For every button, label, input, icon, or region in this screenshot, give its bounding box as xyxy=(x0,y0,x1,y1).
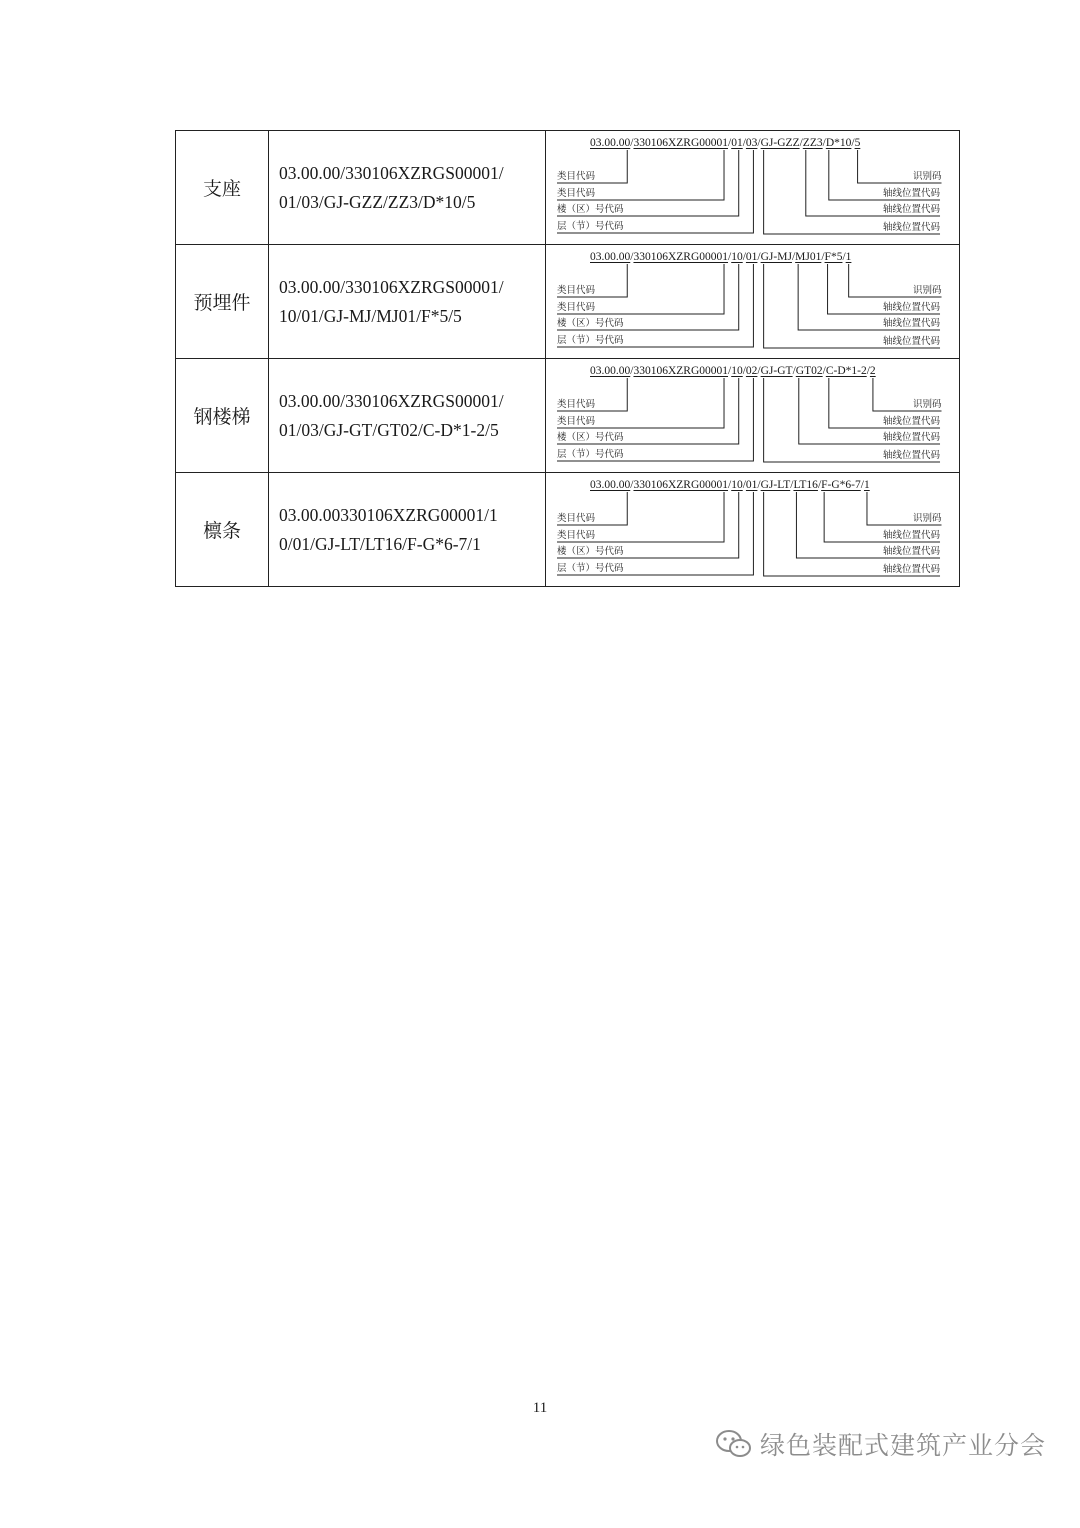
wechat-icon xyxy=(714,1427,754,1461)
leader-line xyxy=(557,264,724,314)
leader-lines xyxy=(546,131,959,245)
code-separator: / xyxy=(728,365,732,377)
code-separator: / xyxy=(792,365,796,377)
code-line: 01/03/GJ-GT/GT02/C-D*1-2/5 xyxy=(279,419,499,440)
component-code xyxy=(269,131,546,245)
leader-line xyxy=(828,264,940,314)
code-separator: / xyxy=(728,251,732,263)
code-diagram-cell xyxy=(546,131,960,245)
code-segment: GJ-MJ xyxy=(760,251,792,263)
code-separator: / xyxy=(790,479,794,491)
leader-line xyxy=(873,378,942,411)
page-number: 11 xyxy=(532,1400,548,1416)
code-separator: / xyxy=(860,479,864,491)
code-segment: 10 xyxy=(731,251,743,263)
leader-line xyxy=(764,264,940,348)
code-segment: 1 xyxy=(845,251,852,263)
component-code xyxy=(269,473,546,587)
code-separator: / xyxy=(728,137,732,149)
diagram-label: 轴线位置代码 xyxy=(883,546,941,557)
code-segment: 01 xyxy=(731,137,743,149)
code-segment: F*5 xyxy=(824,251,843,263)
table-row xyxy=(176,245,960,359)
leader-line xyxy=(829,150,940,200)
diagram-label: 楼（区）号代码 xyxy=(557,204,624,215)
code-diagram xyxy=(546,359,959,473)
code-separator: / xyxy=(821,251,825,263)
code-segment: 10 xyxy=(731,479,743,491)
leader-lines xyxy=(546,245,959,359)
diagram-label: 类目代码 xyxy=(557,513,596,524)
code-segment: 02 xyxy=(745,365,758,377)
code-separator: / xyxy=(799,137,803,149)
leader-line xyxy=(557,492,724,542)
code-segment: F-G*6-7 xyxy=(821,479,861,491)
code-segment: 1 xyxy=(863,479,870,491)
code-segment: MJ01 xyxy=(795,251,822,263)
diagram-label: 层（节）号代码 xyxy=(557,449,624,460)
diagram-label: 轴线位置代码 xyxy=(883,204,941,215)
code-segment: GT02 xyxy=(795,365,823,377)
diagram-label: 楼（区）号代码 xyxy=(557,432,624,443)
code-segment: 01 xyxy=(745,251,758,263)
code-segment: GJ-GT xyxy=(760,365,793,377)
component-name: 支座 xyxy=(176,131,269,245)
code-separator: / xyxy=(842,251,846,263)
code-segment: 330106XZRG00001 xyxy=(633,479,729,491)
diagram-label: 轴线位置代码 xyxy=(883,336,941,347)
diagram-label: 轴线位置代码 xyxy=(883,432,941,443)
diagram-label: 类目代码 xyxy=(557,530,596,541)
diagram-label: 识别码 xyxy=(913,171,942,182)
table-row xyxy=(176,473,960,587)
code-separator: / xyxy=(822,137,826,149)
code-diagram xyxy=(546,131,959,245)
code-separator: / xyxy=(630,137,634,149)
diagram-label: 轴线位置代码 xyxy=(883,564,941,575)
code-segment: 5 xyxy=(854,137,861,149)
component-code xyxy=(269,359,546,473)
code-separator: / xyxy=(757,137,761,149)
diagram-label: 轴线位置代码 xyxy=(883,530,941,541)
code-separator: / xyxy=(728,479,732,491)
leader-line xyxy=(557,378,627,411)
code-line: 03.00.00/330106XZRGS00001/ xyxy=(279,276,504,297)
leader-line xyxy=(764,492,940,576)
code-segment: LT16 xyxy=(793,479,818,491)
diagram-label: 识别码 xyxy=(913,513,942,524)
code-segment: GJ-LT xyxy=(760,479,791,491)
code-line: 03.00.00/330106XZRGS00001/ xyxy=(279,162,504,183)
code-table xyxy=(175,130,960,587)
code-segment: D*10 xyxy=(825,137,852,149)
leader-line xyxy=(557,264,627,297)
leader-line xyxy=(557,492,627,525)
code-segment: 03.00.00 xyxy=(590,365,631,377)
diagram-label: 类目代码 xyxy=(557,416,596,427)
leader-line xyxy=(849,264,942,297)
leader-line xyxy=(829,378,940,428)
diagram-label: 类目代码 xyxy=(557,399,596,410)
diagram-label: 类目代码 xyxy=(557,188,596,199)
code-segment: 01 xyxy=(745,479,758,491)
leader-lines xyxy=(546,473,959,587)
code-line: 01/03/GJ-GZZ/ZZ3/D*10/5 xyxy=(279,191,476,212)
diagram-label: 轴线位置代码 xyxy=(883,416,941,427)
leader-line xyxy=(557,378,724,428)
table-row xyxy=(176,131,960,245)
diagram-label: 类目代码 xyxy=(557,171,596,182)
leader-line xyxy=(764,378,940,462)
code-separator: / xyxy=(742,137,746,149)
code-separator: / xyxy=(757,365,761,377)
code-segment: 330106XZRG00001 xyxy=(633,137,729,149)
diagram-label: 楼（区）号代码 xyxy=(557,546,624,557)
diagram-label: 层（节）号代码 xyxy=(557,335,624,346)
code-segment: 03.00.00 xyxy=(590,251,631,263)
diagram-label: 类目代码 xyxy=(557,302,596,313)
code-diagram xyxy=(546,473,959,587)
code-separator: / xyxy=(851,137,855,149)
code-diagram xyxy=(546,245,959,359)
code-separator: / xyxy=(757,251,761,263)
code-separator: / xyxy=(757,479,761,491)
code-line: 10/01/GJ-MJ/MJ01/F*5/5 xyxy=(279,305,462,326)
diagram-label: 轴线位置代码 xyxy=(883,188,941,199)
leader-line xyxy=(557,150,627,183)
code-diagram-cell xyxy=(546,359,960,473)
code-segment: 03.00.00 xyxy=(590,137,631,149)
code-separator: / xyxy=(817,479,822,491)
diagram-label: 层（节）号代码 xyxy=(557,221,624,232)
code-separator: / xyxy=(866,365,870,377)
code-segment: C-D*1-2 xyxy=(825,365,867,377)
leader-line xyxy=(557,150,724,200)
component-name: 预埋件 xyxy=(176,245,269,359)
diagram-label: 轴线位置代码 xyxy=(883,222,941,233)
diagram-label: 轴线位置代码 xyxy=(883,302,941,313)
code-segment: GJ-GZZ xyxy=(760,137,800,149)
leader-lines xyxy=(546,359,959,473)
code-separator: / xyxy=(630,479,634,491)
watermark xyxy=(714,1422,1046,1466)
code-separator: / xyxy=(822,365,826,377)
diagram-label: 识别码 xyxy=(913,399,942,410)
code-segment: 2 xyxy=(869,365,876,377)
code-separator: / xyxy=(742,251,746,263)
code-segment: 03 xyxy=(745,137,758,149)
component-name: 檩条 xyxy=(176,473,269,587)
code-diagram-cell xyxy=(546,245,960,359)
diagram-label: 轴线位置代码 xyxy=(883,318,941,329)
diagram-label: 层（节）号代码 xyxy=(557,563,624,574)
code-diagram-cell xyxy=(546,473,960,587)
code-line: 03.00.00/330106XZRGS00001/ xyxy=(279,390,504,411)
leader-line xyxy=(764,150,940,234)
leader-line xyxy=(867,492,942,525)
diagram-label: 轴线位置代码 xyxy=(883,450,941,461)
code-segment: 330106XZRG00001 xyxy=(633,251,729,263)
code-separator: / xyxy=(791,251,796,263)
diagram-label: 楼（区）号代码 xyxy=(557,318,624,329)
code-segment: 10 xyxy=(731,365,743,377)
code-segment: 330106XZRG00001 xyxy=(633,365,729,377)
diagram-label: 类目代码 xyxy=(557,285,596,296)
leader-line xyxy=(858,150,942,183)
leader-line xyxy=(824,492,940,542)
code-line: 03.00.00330106XZRG00001/1 xyxy=(279,504,498,525)
diagram-label: 识别码 xyxy=(913,285,942,296)
code-separator: / xyxy=(630,365,634,377)
code-segment: ZZ3 xyxy=(802,137,823,149)
code-separator: / xyxy=(742,479,746,491)
table-row xyxy=(176,359,960,473)
watermark-text: 绿色装配式建筑产业分会 xyxy=(759,1431,1046,1460)
component-name: 钢楼梯 xyxy=(176,359,269,473)
code-line: 0/01/GJ-LT/LT16/F-G*6-7/1 xyxy=(279,533,481,554)
code-separator: / xyxy=(742,365,746,377)
code-separator: / xyxy=(630,251,634,263)
component-code xyxy=(269,245,546,359)
code-segment: 03.00.00 xyxy=(590,479,631,491)
